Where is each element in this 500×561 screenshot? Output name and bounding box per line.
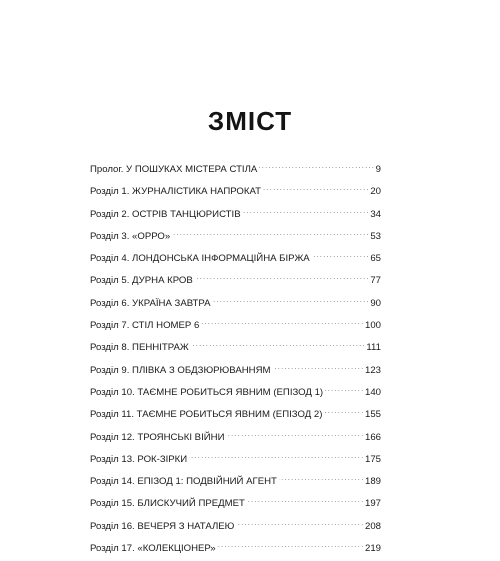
toc-entry-page: 65 xyxy=(370,253,381,265)
toc-title: ЗМІСТ xyxy=(207,106,293,136)
toc-entry-label: Розділ 6. УКРАЇНА ЗАВТРА xyxy=(90,297,211,309)
toc-entry-label: Розділ 8. ПЕННІТРАЖ xyxy=(90,342,189,354)
toc-entry-page: 77 xyxy=(370,275,381,287)
dot-leader xyxy=(312,249,369,261)
toc-entry-label: Розділ 12. ТРОЯНСЬКІ ВІЙНИ xyxy=(90,431,225,443)
toc-entry-page: 111 xyxy=(366,342,381,354)
dot-leader xyxy=(201,316,363,328)
toc-entry-page: 175 xyxy=(364,453,381,465)
toc-entry-label: Розділ 17. «КОЛЕКЦІОНЕР» xyxy=(90,543,216,555)
dot-leader xyxy=(324,405,363,417)
toc-list xyxy=(90,160,381,561)
toc-entry-page: 140 xyxy=(364,386,381,398)
dot-leader xyxy=(213,294,369,306)
toc-entry xyxy=(90,227,381,249)
toc-entry xyxy=(90,338,381,360)
toc-entry-page: 197 xyxy=(364,498,381,510)
toc-entry-label: Розділ 10. ТАЄМНЕ РОБИТЬСЯ ЯВНИМ (ЕПІЗОД 1) xyxy=(90,386,324,398)
toc-entry-page: 189 xyxy=(364,476,381,488)
toc-entry xyxy=(90,539,381,561)
toc-entry xyxy=(90,472,381,494)
toc-entry xyxy=(90,361,381,383)
dot-leader xyxy=(195,271,369,283)
toc-entry-page: 100 xyxy=(364,320,381,332)
toc-entry-page: 9 xyxy=(375,164,381,175)
toc-entry xyxy=(90,182,381,204)
toc-entry-page: 34 xyxy=(370,208,381,220)
toc-entry xyxy=(90,428,381,450)
toc-entry-page: 155 xyxy=(364,409,381,421)
dot-leader xyxy=(191,338,365,350)
toc-entry xyxy=(90,205,381,227)
toc-entry xyxy=(90,294,381,316)
toc-entry-label: Розділ 15. БЛИСКУЧИЙ ПРЕДМЕТ xyxy=(90,498,245,510)
toc-entry-label: Розділ 5. ДУРНА КРОВ xyxy=(90,275,193,287)
toc-entry-label: Розділ 4. ЛОНДОНСЬКА ІНФОРМАЦІЙНА БІРЖА xyxy=(90,253,310,265)
toc-entry xyxy=(90,249,381,271)
toc-entry-page: 90 xyxy=(370,297,381,309)
dot-leader xyxy=(247,494,363,506)
dot-leader xyxy=(236,517,363,529)
toc-entry-page: 20 xyxy=(370,186,381,198)
toc-entry-label: Розділ 2. ОСТРІВ ТАНЦЮРИСТІВ xyxy=(90,208,241,220)
toc-entry-page: 53 xyxy=(370,230,381,242)
toc-entry-label: Розділ 11. ТАЄМНЕ РОБИТЬСЯ ЯВНИМ (ЕПІЗОД 2) xyxy=(90,409,323,421)
dot-leader xyxy=(273,361,363,373)
toc-entry-page: 208 xyxy=(364,520,381,532)
dot-leader xyxy=(172,227,368,239)
toc-entry-page: 219 xyxy=(364,543,381,555)
toc-entry-label: Розділ 16. ВЕЧЕРЯ З НАТАЛЕЮ xyxy=(90,520,235,532)
toc-entry-label: Пролог. У ПОШУКАХ МІСТЕРА СТІЛА xyxy=(90,164,258,175)
toc-entry-label: Розділ 9. ПЛІВКА З ОБДЗЮРЮВАННЯМ xyxy=(90,364,271,376)
dot-leader xyxy=(226,428,363,440)
dot-leader xyxy=(218,539,363,551)
toc-entry-label: Розділ 1. ЖУРНАЛІСТИКА НАПРОКАТ xyxy=(90,186,261,198)
dot-leader xyxy=(189,450,363,462)
toc-entry-label: Розділ 13. РОК-ЗІРКИ xyxy=(90,453,188,465)
toc-entry-label: Розділ 3. «ОРРО» xyxy=(90,230,171,242)
toc-entry xyxy=(90,316,381,338)
dot-leader xyxy=(243,205,369,217)
toc-entry-label: Розділ 7. СТІЛ НОМЕР 6 xyxy=(90,320,200,332)
dot-leader xyxy=(263,182,368,194)
toc-entry xyxy=(90,271,381,293)
dot-leader xyxy=(279,472,363,484)
toc-entry-page: 123 xyxy=(364,364,381,376)
toc-entry-page: 166 xyxy=(364,431,381,443)
dot-leader xyxy=(259,160,373,172)
toc-entry xyxy=(90,450,381,472)
toc-entry xyxy=(90,517,381,539)
dot-leader xyxy=(325,383,363,395)
toc-entry xyxy=(90,160,381,182)
toc-entry xyxy=(90,383,381,405)
toc-entry xyxy=(90,405,381,427)
toc-entry xyxy=(90,494,381,516)
toc-entry-label: Розділ 14. ЕПІЗОД 1: ПОДВІЙНИЙ АГЕНТ xyxy=(90,476,277,488)
